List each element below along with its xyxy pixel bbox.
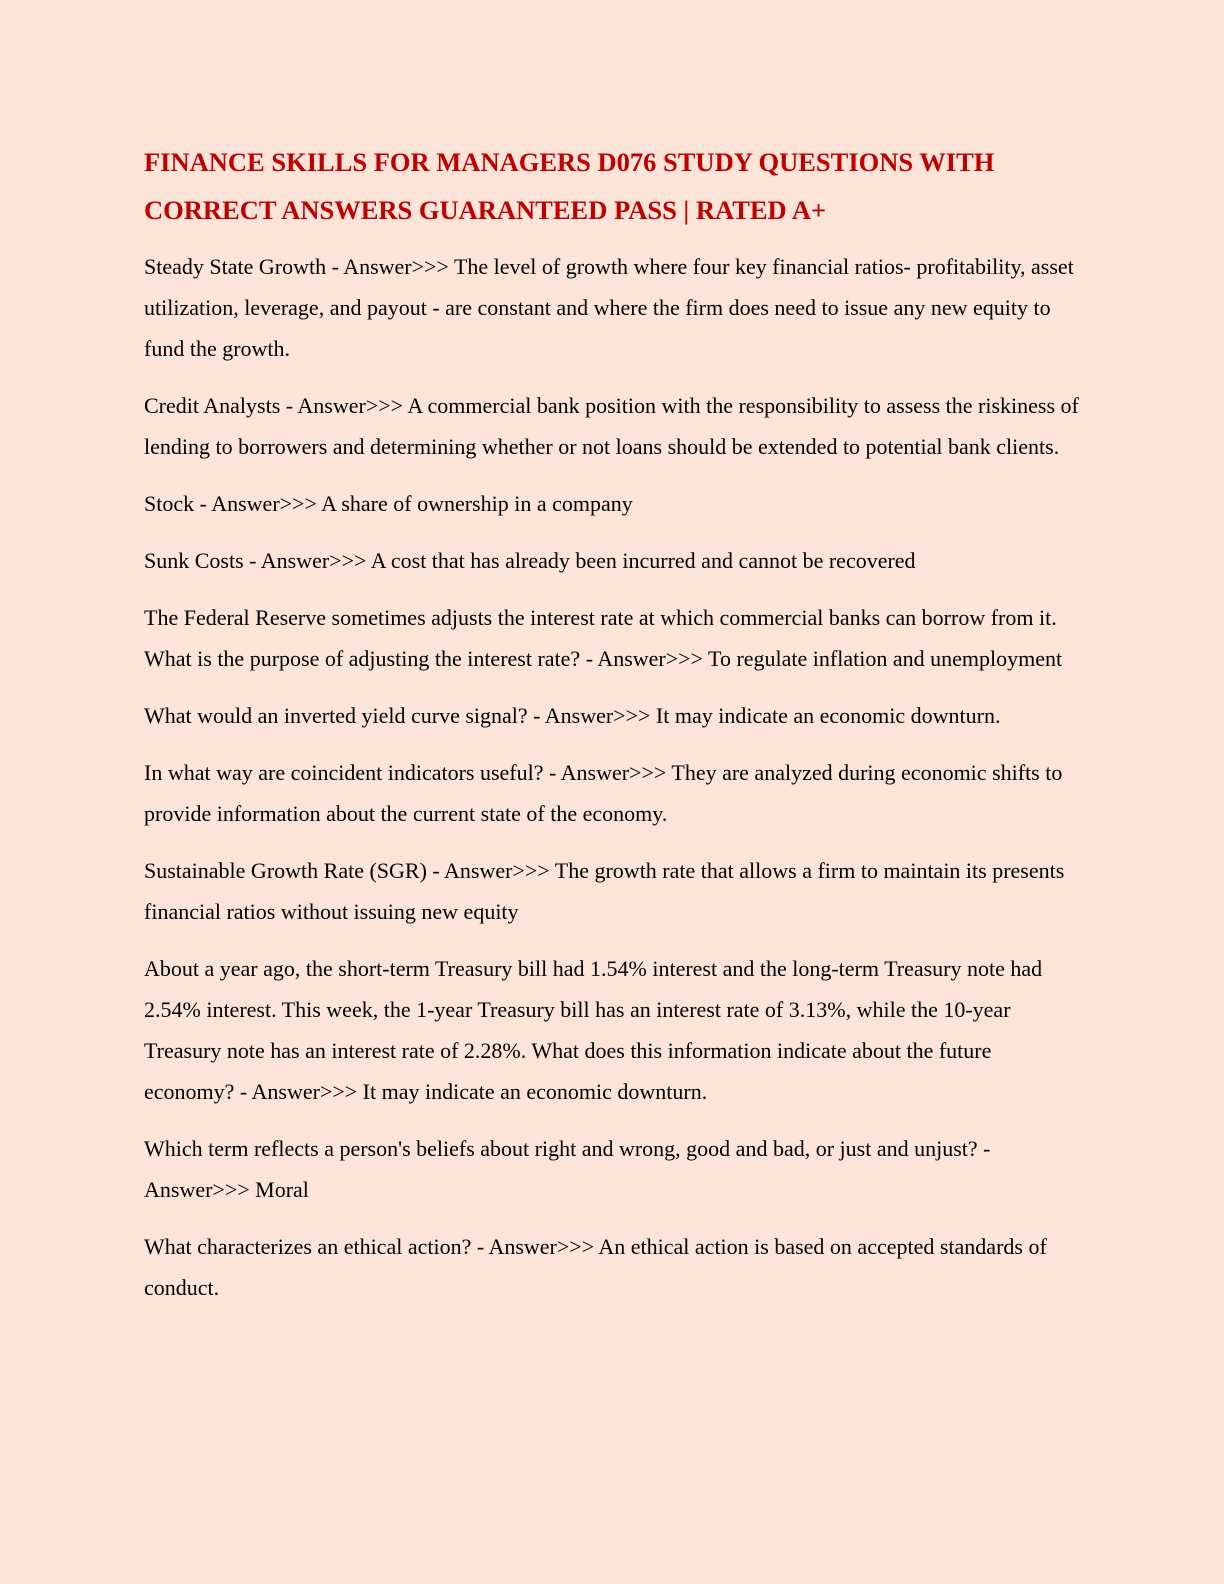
qa-item-sunk-costs: Sunk Costs - Answer>>> A cost that has already been incurred and cannot be recovered xyxy=(144,548,916,573)
qa-item-sustainable-growth-rate: Sustainable Growth Rate (SGR) - Answer>>> The growth rate that allows a firm to maintain its presents financial ratios without issuing new equity xyxy=(144,858,1065,924)
qa-item-steady-state-growth: Steady State Growth - Answer>>> The level of growth where four key financial ratios- profitability, asset utilization, leverage, and payout - are constant and where the firm does need to issue any new equity to fund the growth. xyxy=(144,254,1074,361)
qa-item-stock: Stock - Answer>>> A share of ownership in a company xyxy=(144,491,633,516)
document-page xyxy=(144,138,1084,1324)
qa-list xyxy=(144,246,1084,1308)
qa-item-ethical-action: What characterizes an ethical action? - Answer>>> An ethical action is based on accepted standards of conduct. xyxy=(144,1234,1047,1300)
qa-item-credit-analysts: Credit Analysts - Answer>>> A commercial bank position with the responsibility to assess the riskiness of lending to borrowers and determining whether or not loans should be extended to potential bank clients. xyxy=(144,393,1079,459)
qa-item-treasury-rates: About a year ago, the short-term Treasury bill had 1.54% interest and the long-term Treasury note had 2.54% interest. This week, the 1-year Treasury bill has an interest rate of 3.13%, while the 10-year Treasury note has an interest rate of 2.28%. What does this information indicate about the future economy? - Answer>>> It may indicate an economic downturn. xyxy=(144,956,1043,1104)
qa-item-federal-reserve: The Federal Reserve sometimes adjusts the interest rate at which commercial banks can borrow from it. What is the purpose of adjusting the interest rate? - Answer>>> To regulate inflation and unemployment xyxy=(144,605,1063,671)
document-title: FINANCE SKILLS FOR MANAGERS D076 STUDY QUESTIONS WITH CORRECT ANSWERS GUARANTEED PASS | RATED A+ xyxy=(144,147,995,225)
qa-item-inverted-yield-curve: What would an inverted yield curve signal? - Answer>>> It may indicate an economic downturn. xyxy=(144,703,1001,728)
qa-item-coincident-indicators: In what way are coincident indicators useful? - Answer>>> They are analyzed during economic shifts to provide information about the current state of the economy. xyxy=(144,760,1063,826)
qa-item-moral: Which term reflects a person's beliefs about right and wrong, good and bad, or just and unjust? - Answer>>> Moral xyxy=(144,1136,991,1202)
